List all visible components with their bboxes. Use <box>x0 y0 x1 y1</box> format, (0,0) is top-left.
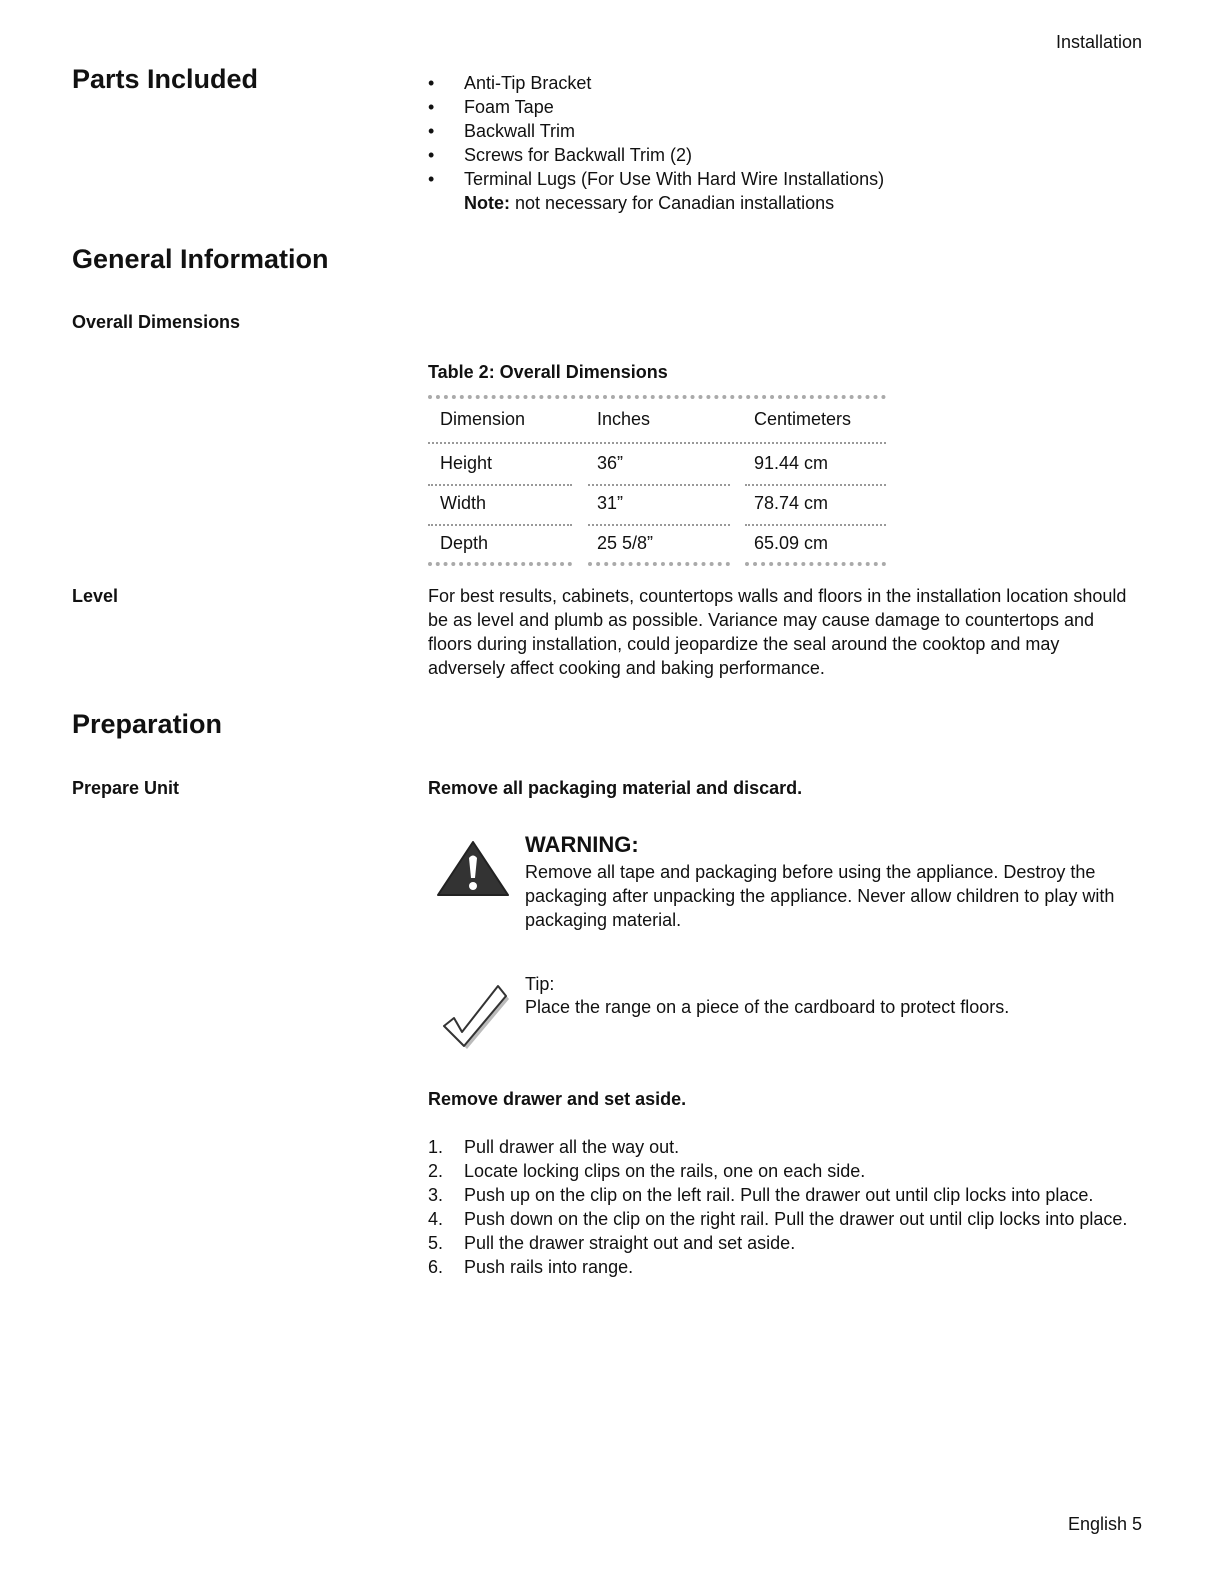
table-cell: Width <box>440 493 487 513</box>
table-rule <box>588 562 730 566</box>
table-rule <box>428 524 572 526</box>
drawer-steps-list <box>428 1135 1143 1279</box>
page-footer: English 5 <box>1067 1514 1142 1534</box>
step-remove-drawer: Remove drawer and set aside. <box>428 1089 687 1109</box>
list-item <box>428 167 1148 215</box>
list-item <box>428 119 1148 143</box>
bullet: • <box>428 97 435 117</box>
step-number: 1. <box>428 1137 444 1157</box>
column-header: Dimension <box>440 409 526 429</box>
note-label: Note: <box>464 193 510 213</box>
warning-title: WARNING: <box>525 832 639 857</box>
warning-triangle-icon <box>436 838 510 898</box>
part-item: Foam Tape <box>464 97 554 117</box>
bullet: • <box>428 73 435 93</box>
step-text: Locate locking clips on the rails, one on each side. <box>464 1161 866 1181</box>
table-cell: 36” <box>597 453 624 473</box>
part-item: Screws for Backwall Trim (2) <box>464 145 693 165</box>
table-rule <box>428 442 886 444</box>
step-number: 5. <box>428 1233 444 1253</box>
table-rule <box>745 562 886 566</box>
step-remove-packaging: Remove all packaging material and discard. <box>428 778 803 798</box>
step-number: 6. <box>428 1257 444 1277</box>
step-number: 4. <box>428 1209 444 1229</box>
part-item: Anti-Tip Bracket <box>464 73 592 93</box>
table-rule <box>745 484 886 486</box>
table-rule <box>428 562 572 566</box>
bullet: • <box>428 169 435 189</box>
parts-included-heading: Parts Included <box>72 64 259 94</box>
warning-text: Remove all tape and packaging before using the appliance. Destroy the packaging after unpacking the appliance. Never allow children to play with packaging material. <box>525 862 1115 930</box>
table-cell: Depth <box>440 533 489 553</box>
preparation-heading: Preparation <box>72 709 223 739</box>
table-rule <box>428 484 572 486</box>
list-item <box>428 1159 1143 1183</box>
step-text: Push down on the clip on the right rail. Pull the drawer out until clip locks into place. <box>464 1209 1128 1229</box>
list-item <box>428 1255 1143 1279</box>
part-item: Backwall Trim <box>464 121 576 141</box>
general-information-heading: General Information <box>72 244 329 274</box>
list-item <box>428 143 1148 167</box>
checkmark-icon <box>440 980 512 1052</box>
list-item <box>428 1135 1143 1159</box>
list-item <box>428 1231 1143 1255</box>
note-text: not necessary for Canadian installations <box>510 193 835 213</box>
step-text: Pull drawer all the way out. <box>464 1137 680 1157</box>
parts-list <box>428 71 1148 215</box>
list-item <box>428 95 1148 119</box>
tip-title: Tip: <box>525 974 555 994</box>
table-cell: Height <box>440 453 493 473</box>
prepare-unit-subheading: Prepare Unit <box>72 778 180 798</box>
table-rule <box>588 484 730 486</box>
step-number: 2. <box>428 1161 444 1181</box>
list-item <box>428 71 1148 95</box>
step-text: Pull the drawer straight out and set aside. <box>464 1233 796 1253</box>
table-rule <box>428 395 886 399</box>
list-item <box>428 1183 1143 1207</box>
table-rule <box>588 524 730 526</box>
list-item <box>428 1207 1143 1231</box>
level-paragraph: For best results, cabinets, countertops walls and floors in the installation location should be as level and plumb as possible. Variance may cause damage to countertops and floors during installation, could jeopardize the seal around the cooktop and may adversely affect cooking and baking performance. <box>428 586 1127 678</box>
table-cell: 31” <box>597 493 624 513</box>
part-item: Terminal Lugs (For Use With Hard Wire Installations) <box>464 169 885 189</box>
table-title: Table 2: Overall Dimensions <box>428 362 668 382</box>
step-text: Push up on the clip on the left rail. Pull the drawer out until clip locks into place. <box>464 1185 1094 1205</box>
bullet: • <box>428 121 435 141</box>
table-cell: 25 5/8” <box>597 533 654 553</box>
column-header: Inches <box>597 409 651 429</box>
tip-text: Place the range on a piece of the cardboard to protect floors. <box>525 997 1010 1017</box>
overall-dimensions-subheading: Overall Dimensions <box>72 312 241 332</box>
table-cell: 78.74 cm <box>754 493 829 513</box>
column-header: Centimeters <box>754 409 852 429</box>
table-cell: 91.44 cm <box>754 453 829 473</box>
section-header: Installation <box>1055 32 1142 52</box>
bullet: • <box>428 145 435 165</box>
table-rule <box>745 524 886 526</box>
table-cell: 65.09 cm <box>754 533 829 553</box>
level-subheading: Level <box>72 586 119 606</box>
step-text: Push rails into range. <box>464 1257 634 1277</box>
step-number: 3. <box>428 1185 444 1205</box>
